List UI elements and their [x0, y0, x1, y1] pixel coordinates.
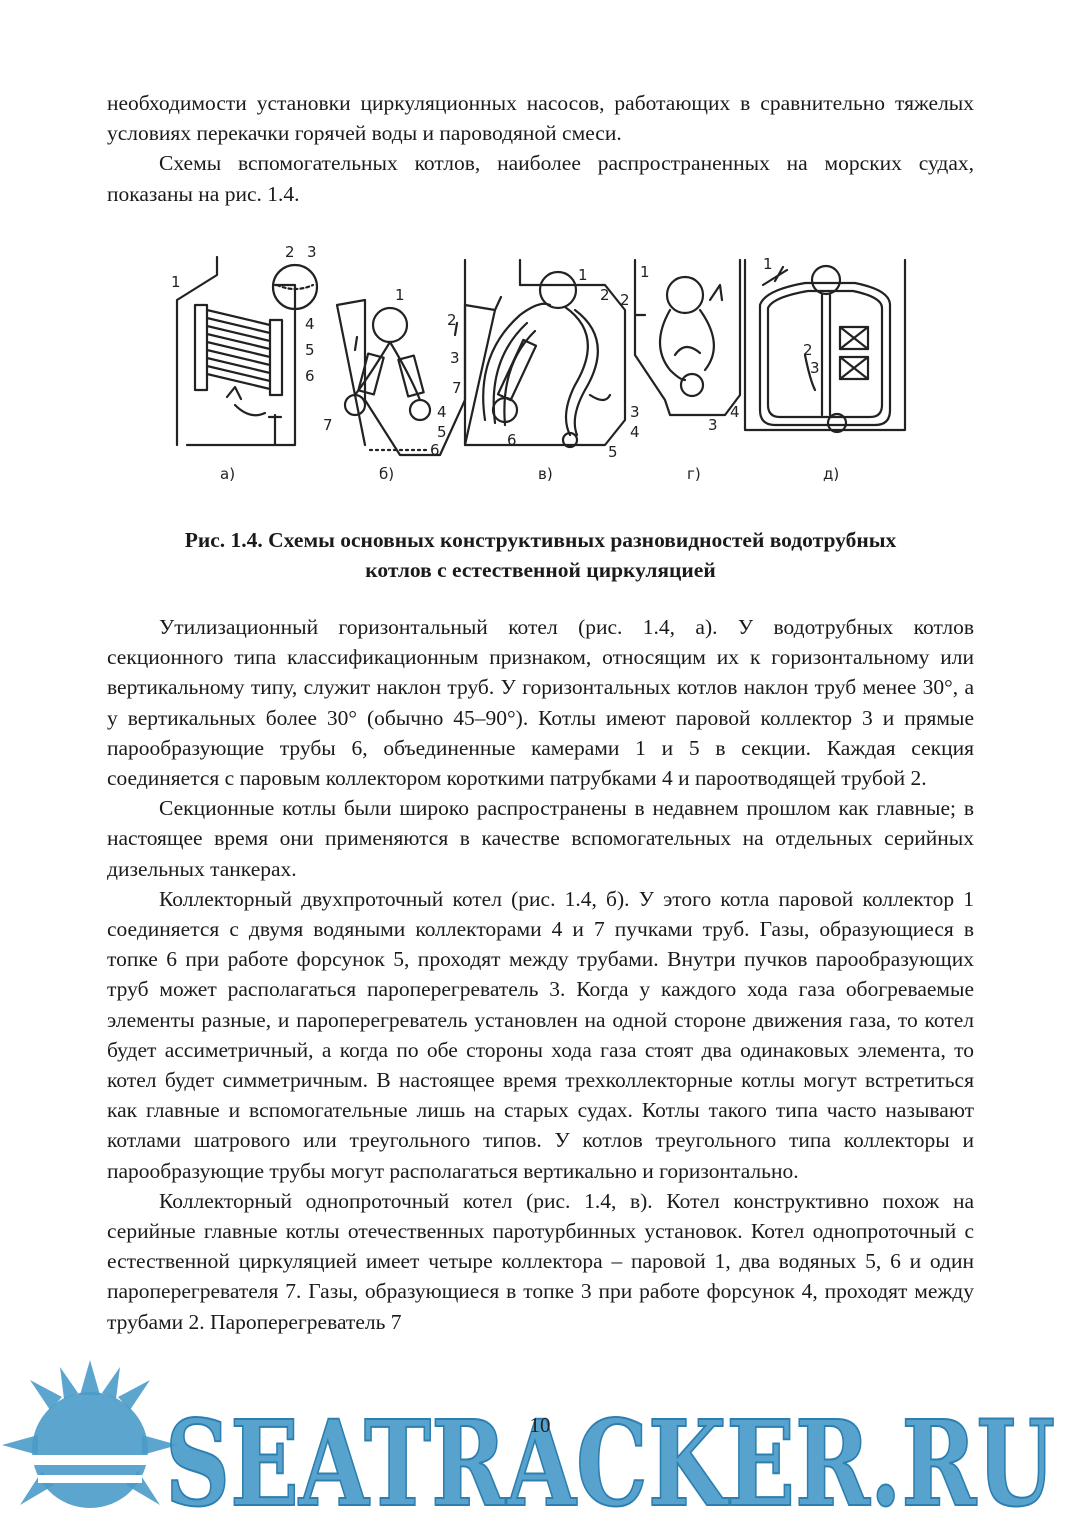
panel-b-drawing — [337, 300, 495, 455]
page-number: 10 — [529, 1413, 551, 1437]
callout-v-2: 2 — [600, 286, 610, 304]
panel-label-v: в) — [538, 465, 553, 483]
callout-d-1: 1 — [763, 255, 773, 273]
panel-a-drawing — [177, 257, 317, 445]
paragraph-2: Секционные котлы были широко распространены в недавнем прошлом как главные; в настоящее время они применяются в качестве вспомогательных на отдельных серийных дизельных танкерах. — [107, 796, 974, 881]
watermark — [0, 1355, 1080, 1532]
panel-label-g: г) — [687, 465, 701, 483]
caption-line-2: котлов с естественной циркуляцией — [365, 558, 716, 582]
panel-label-a: а) — [220, 465, 236, 483]
callout-b-5: 5 — [437, 423, 447, 441]
body-text — [107, 612, 974, 1337]
top-text — [107, 88, 974, 209]
callout-a-3: 3 — [307, 245, 317, 261]
callout-v-7: 7 — [452, 379, 462, 397]
callout-a-6: 6 — [305, 367, 315, 385]
callout-b-2: 2 — [447, 311, 457, 329]
callout-b-6: 6 — [430, 441, 440, 459]
callout-d-3: 3 — [810, 359, 820, 377]
caption-line-1: Рис. 1.4. Схемы основных конструктивных разновидностей водотрубных — [184, 528, 897, 552]
figure-boiler-schemes — [165, 245, 915, 495]
paragraph-top-2: Схемы вспомогательных котлов, наиболее распространенных на морских судах, показаны на рис. 1.4. — [107, 151, 974, 206]
callout-v-5: 5 — [608, 443, 618, 461]
panel-d-drawing — [745, 260, 905, 432]
callout-b-1: 1 — [395, 286, 405, 304]
callout-a-2: 2 — [285, 245, 295, 261]
watermark-graphic — [0, 1355, 1080, 1532]
callouts-b — [323, 286, 460, 459]
callouts-v — [452, 266, 640, 461]
boiler-diagram — [165, 245, 915, 495]
callout-g-3: 3 — [708, 416, 718, 434]
callout-b-4: 4 — [437, 403, 447, 421]
callout-v-4: 4 — [630, 423, 640, 441]
paragraph-1: Утилизационный горизонтальный котел (рис. 1.4, а). У водотрубных котлов секционного типа классификационным признаком, относящим их к горизонтальному или вертикальному типу, служит наклон труб. У горизонтальных котлов наклон труб менее 30°, а у вертикальных более 30° (обычно 45–90°). Котлы имеют паровой коллектор 3 и прямые парообразующие трубы 6, объединенные камерами 1 и 5 в секции. Каждая секция соединяется с паровым коллектором короткими патрубками 4 и пароотводящей трубой 2. — [107, 615, 974, 791]
callouts-d — [763, 255, 820, 377]
callout-v-1: 1 — [578, 266, 588, 284]
panel-label-b: б) — [379, 465, 395, 483]
callout-v-6: 6 — [507, 431, 517, 449]
callout-d-2: 2 — [803, 341, 813, 359]
callout-b-7: 7 — [323, 416, 333, 434]
panel-label-d: д) — [823, 465, 840, 483]
callout-g-4: 4 — [730, 403, 740, 421]
panel-g-drawing — [635, 260, 740, 415]
paragraph-top-1: необходимости установки циркуляционных насосов, работающих в сравнительно тяжелых условиях перекачки горячей воды и пароводяной смеси. — [107, 91, 974, 146]
figure-caption — [107, 525, 974, 585]
watermark-text: SEATRACKER.RU — [165, 1394, 1055, 1532]
callout-b-3: 3 — [450, 349, 460, 367]
callout-g-2: 2 — [620, 291, 630, 309]
callout-a-1: 1 — [171, 273, 181, 291]
callout-a-4: 4 — [305, 315, 315, 333]
paragraph-4: Коллекторный однопроточный котел (рис. 1.4, в). Котел конструктивно похож на серийные главные котлы отечественных паротурбинных установок. Котел однопроточный с естественной циркуляцией имеет четыре коллектора – паровой 1, два водяных 5, 6 и один пароперегревателя 7. Газы, образующиеся в топке 3 при работе форсунок 4, проходят между трубами 2. Пароперегреватель 7 — [107, 1188, 974, 1334]
callout-a-5: 5 — [305, 341, 315, 359]
callout-g-1: 1 — [640, 263, 650, 281]
paragraph-3: Коллекторный двухпроточный котел (рис. 1.4, б). У этого котла паровой коллектор 1 соединяется с двумя водяными коллекторами 4 и 7 пучками труб. Газы, образующиеся в топке 6 при работе форсунок 5, проходят между трубами. Внутри пучков парообразующих труб может располагаться пароперегреватель 3. Когда у каждого хода газа обогреваемые элементы разные, и пароперегреватель установлен на одной стороне движения газа, то котел будет ассиметричный, а когда по обе стороны хода газа стоят два одинаковых элемента, то котел будет симметричным. В настоящее время трехколлекторные котлы могут встретиться как главные и вспомогательные лишь на старых судах. Котлы такого типа часто называют котлами шатрового или треугольного типов. У котлов треугольного типа коллекторы и парообразующие трубы могут располагаться вертикально и горизонтально. — [107, 886, 974, 1183]
callout-v-3: 3 — [630, 403, 640, 421]
